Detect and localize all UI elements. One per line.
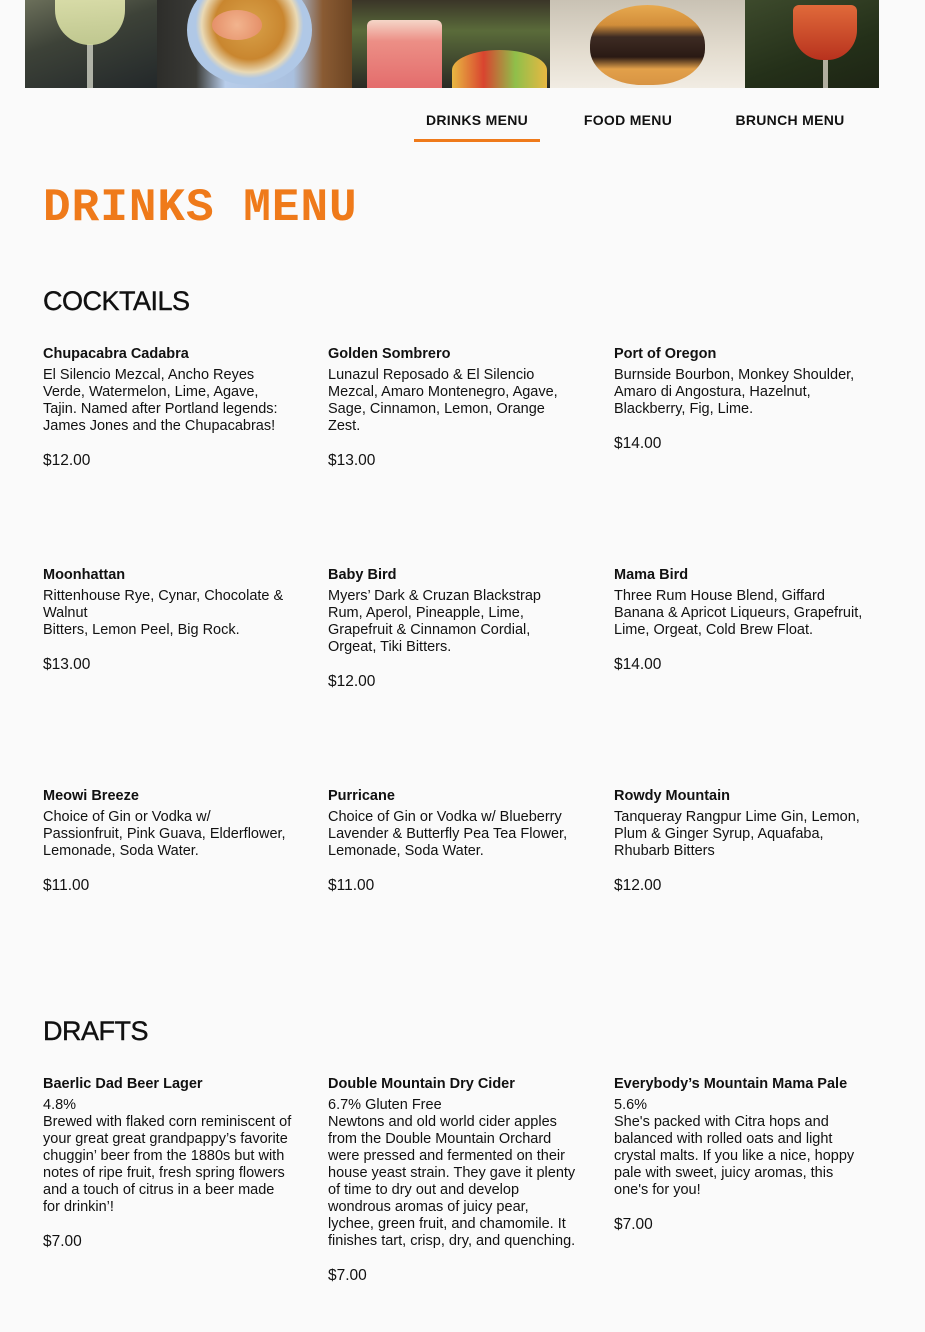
item-description: El Silencio Mezcal, Ancho Reyes Verde, Watermelon, Lime, Agave, Tajin. Named after Portland legends: James Jones and the Chupacabras! bbox=[43, 367, 278, 434]
item-description: Three Rum House Blend, Giffard Banana & Apricot Liqueurs, Grapefruit, Lime, Orgeat, Cold Brew Float. bbox=[614, 588, 863, 638]
menu-item bbox=[614, 788, 864, 894]
item-price: $13.00 bbox=[43, 656, 91, 673]
menu-item bbox=[328, 346, 578, 469]
page-title: DRINKS MENU bbox=[43, 182, 358, 234]
item-name: Rowdy Mountain bbox=[614, 788, 730, 804]
item-abv: 5.6% bbox=[614, 1097, 648, 1113]
item-description: Lunazul Reposado & El Silencio Mezcal, Amaro Montenegro, Agave, Sage, Cinnamon, Lemon, Orange Zest. bbox=[328, 367, 558, 434]
item-price: $14.00 bbox=[614, 435, 662, 452]
menu-item bbox=[328, 788, 578, 894]
item-price: $7.00 bbox=[614, 1216, 653, 1233]
item-description: Myers’ Dark & Cruzan Blackstrap Rum, Aperol, Pineapple, Lime, Grapefruit & Cinnamon Cordial, Orgeat, Tiki Bitters. bbox=[328, 588, 541, 655]
item-name: Baerlic Dad Beer Lager bbox=[43, 1076, 203, 1092]
tab-food-menu[interactable]: FOOD MENU bbox=[583, 112, 673, 128]
tab-brunch-menu[interactable]: BRUNCH MENU bbox=[735, 112, 845, 128]
item-description: Newtons and old world cider apples from the Double Mountain Orchard were pressed and fermented on their house yeast strain. They gave it plenty of time to dry out and develop wondrous aromas of juicy pear, lychee, green fruit, and chamomile. It finishes tart, crisp, dry, and quenching. bbox=[328, 1114, 576, 1249]
red-cocktail-photo bbox=[745, 0, 879, 88]
item-price: $13.00 bbox=[328, 452, 376, 469]
item-price: $11.00 bbox=[328, 877, 375, 894]
item-price: $12.00 bbox=[328, 673, 376, 690]
item-name: Golden Sombrero bbox=[328, 346, 451, 362]
item-description: Burnside Bourbon, Monkey Shoulder, Amaro di Angostura, Hazelnut, Blackberry, Fig, Lime. bbox=[614, 367, 855, 417]
section-title-drafts: DRAFTS bbox=[43, 1016, 148, 1046]
margarita-glass-photo bbox=[25, 0, 157, 88]
menu-item bbox=[614, 567, 864, 673]
item-name: Baby Bird bbox=[328, 567, 397, 583]
item-price: $7.00 bbox=[43, 1233, 82, 1250]
cocktail-and-tostada-photo bbox=[352, 0, 550, 88]
menu-item bbox=[328, 1076, 578, 1284]
tab-drinks-menu[interactable]: DRINKS MENU bbox=[414, 108, 540, 142]
menu-item bbox=[328, 567, 578, 690]
item-price: $12.00 bbox=[43, 452, 91, 469]
item-name: Chupacabra Cadabra bbox=[43, 346, 189, 362]
item-description: Rittenhouse Rye, Cynar, Chocolate & Walnut Bitters, Lemon Peel, Big Rock. bbox=[43, 588, 284, 638]
item-abv: 6.7% Gluten Free bbox=[328, 1097, 442, 1113]
hero-banner bbox=[25, 0, 879, 88]
item-name: Moonhattan bbox=[43, 567, 126, 583]
item-price: $12.00 bbox=[614, 877, 662, 894]
item-name: Double Mountain Dry Cider bbox=[328, 1076, 515, 1092]
item-price: $14.00 bbox=[614, 656, 662, 673]
menu-item bbox=[43, 567, 293, 673]
item-abv: 4.8% bbox=[43, 1097, 77, 1113]
item-description: Choice of Gin or Vodka w/ Blueberry Lavender & Butterfly Pea Tea Flower, Lemonade, Soda Water. bbox=[328, 809, 568, 859]
item-price: $7.00 bbox=[328, 1267, 367, 1284]
menu-item bbox=[43, 788, 293, 894]
item-name: Mama Bird bbox=[614, 567, 689, 583]
item-price: $11.00 bbox=[43, 877, 90, 894]
item-name: Purricane bbox=[328, 788, 395, 804]
item-name: Port of Oregon bbox=[614, 346, 717, 362]
item-description: Brewed with flaked corn reminiscent of your great great grandpappy’s favorite chuggin’ beer from the 1880s but with notes of ripe fruit, fresh spring flowers and a touch of citrus in a beer made for drinkin’! bbox=[43, 1114, 292, 1215]
burger-photo bbox=[550, 0, 745, 88]
menu-item bbox=[43, 1076, 293, 1250]
item-description: Choice of Gin or Vodka w/ Passionfruit, Pink Guava, Elderflower, Lemonade, Soda Water. bbox=[43, 809, 286, 859]
item-name: Everybody’s Mountain Mama Pale bbox=[614, 1076, 848, 1092]
shrimp-bowl-photo bbox=[157, 0, 352, 88]
menu-item bbox=[614, 346, 864, 452]
item-name: Meowi Breeze bbox=[43, 788, 139, 804]
menu-item bbox=[614, 1076, 864, 1233]
item-description: Tanqueray Rangpur Lime Gin, Lemon, Plum & Ginger Syrup, Aquafaba, Rhubarb Bitters bbox=[614, 809, 860, 859]
section-title-cocktails: COCKTAILS bbox=[43, 286, 190, 316]
item-description: She's packed with Citra hops and balanced with rolled oats and light crystal malts. If you like a nice, hoppy pale with sweet, juicy aromas, this one's for you! bbox=[614, 1114, 855, 1198]
menu-item bbox=[43, 346, 293, 469]
